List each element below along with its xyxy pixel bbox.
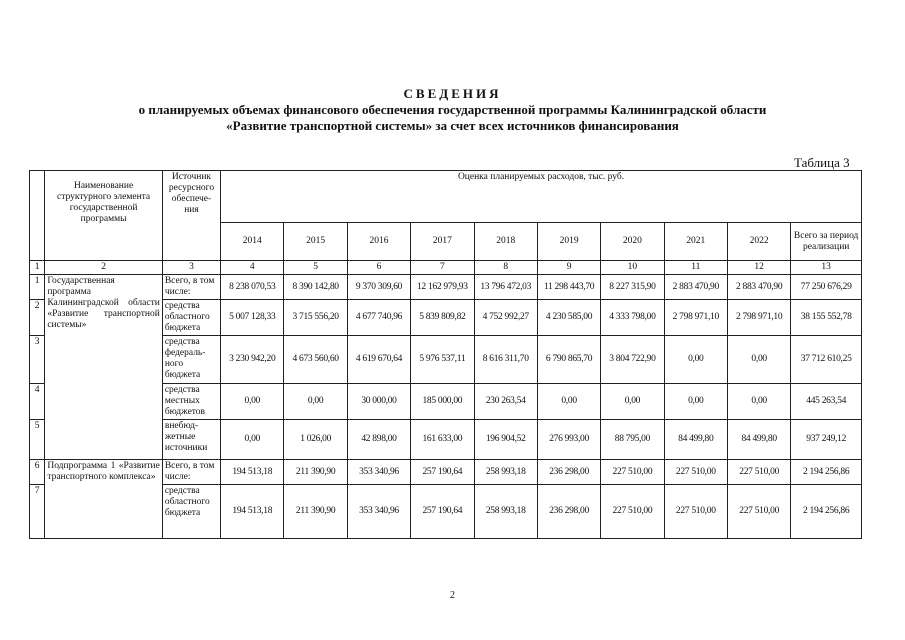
column-number-13: 13 — [791, 261, 862, 275]
row-number: 6 — [30, 460, 45, 485]
value-2016: 4 619 670,64 — [347, 336, 410, 384]
value-2016: 9 370 309,60 — [347, 275, 410, 300]
value-total: 2 194 256,86 — [791, 460, 862, 485]
value-2022: 2 883 470,90 — [727, 275, 790, 300]
value-2018: 196 904,52 — [474, 420, 537, 460]
value-2015: 1 026,00 — [284, 420, 347, 460]
value-2014: 8 238 070,53 — [221, 275, 284, 300]
funding-source: средства областного бюджета — [162, 485, 220, 539]
value-2014: 3 230 942,20 — [221, 336, 284, 384]
column-numbers-row — [30, 261, 862, 275]
structural-element-name: Государственная программа Калининградской области «Развитие транспортной системы» — [45, 275, 163, 460]
value-2018: 258 993,18 — [474, 460, 537, 485]
value-2017: 5 976 537,11 — [411, 336, 474, 384]
value-2017: 257 190,64 — [411, 460, 474, 485]
title-main: СВЕДЕНИЯ — [403, 86, 502, 101]
row-number: 3 — [30, 336, 45, 384]
value-2020: 227 510,00 — [601, 460, 664, 485]
column-number-12: 12 — [727, 261, 790, 275]
header-year-2016: 2016 — [347, 223, 410, 261]
column-number-4: 4 — [221, 261, 284, 275]
value-2014: 194 513,18 — [221, 485, 284, 539]
column-number-7: 7 — [411, 261, 474, 275]
value-2017: 257 190,64 — [411, 485, 474, 539]
value-2018: 258 993,18 — [474, 485, 537, 539]
value-total: 38 155 552,78 — [791, 300, 862, 336]
value-2015: 211 390,90 — [284, 460, 347, 485]
value-2019: 4 230 585,00 — [537, 300, 600, 336]
row-number: 4 — [30, 384, 45, 420]
value-2022: 0,00 — [727, 384, 790, 420]
financing-table — [29, 170, 862, 539]
title-line-2: «Развитие транспортной системы» за счет всех источников финансирования — [226, 118, 679, 133]
value-2017: 185 000,00 — [411, 384, 474, 420]
row-number: 5 — [30, 420, 45, 460]
value-2017: 12 162 979,93 — [411, 275, 474, 300]
column-number-11: 11 — [664, 261, 727, 275]
value-2018: 8 616 311,70 — [474, 336, 537, 384]
funding-source: Всего, в том числе: — [162, 460, 220, 485]
value-2014: 0,00 — [221, 384, 284, 420]
column-number-1: 1 — [30, 261, 45, 275]
table-row — [30, 275, 862, 300]
value-2022: 227 510,00 — [727, 485, 790, 539]
header-estimate: Оценка планируемых расходов, тыс. руб. — [221, 171, 862, 223]
header-year-2017: 2017 — [411, 223, 474, 261]
table-row — [30, 460, 862, 485]
value-2021: 2 883 470,90 — [664, 275, 727, 300]
value-2018: 230 263,54 — [474, 384, 537, 420]
column-number-6: 6 — [347, 261, 410, 275]
value-2021: 0,00 — [664, 384, 727, 420]
structural-element-name: Подпрограмма 1 «Развитие транспортного комплекса» — [45, 460, 163, 539]
header-year-2018: 2018 — [474, 223, 537, 261]
value-2015: 211 390,90 — [284, 485, 347, 539]
value-2015: 8 390 142,80 — [284, 275, 347, 300]
value-2018: 4 752 992,27 — [474, 300, 537, 336]
row-number: 2 — [30, 300, 45, 336]
value-total: 37 712 610,25 — [791, 336, 862, 384]
value-2019: 0,00 — [537, 384, 600, 420]
value-2021: 227 510,00 — [664, 485, 727, 539]
value-2020: 88 795,00 — [601, 420, 664, 460]
header-year-2015: 2015 — [284, 223, 347, 261]
value-2019: 276 993,00 — [537, 420, 600, 460]
value-2014: 5 007 128,33 — [221, 300, 284, 336]
funding-source: Всего, в том числе: — [162, 275, 220, 300]
value-2015: 0,00 — [284, 384, 347, 420]
table-body — [30, 275, 862, 539]
column-number-5: 5 — [284, 261, 347, 275]
value-2014: 194 513,18 — [221, 460, 284, 485]
value-2015: 4 673 560,60 — [284, 336, 347, 384]
value-2020: 3 804 722,90 — [601, 336, 664, 384]
value-2016: 4 677 740,96 — [347, 300, 410, 336]
value-2014: 0,00 — [221, 420, 284, 460]
page-number: 2 — [450, 590, 455, 601]
row-number: 7 — [30, 485, 45, 539]
header-row-top — [30, 171, 862, 223]
column-number-3: 3 — [162, 261, 220, 275]
column-number-9: 9 — [537, 261, 600, 275]
header-year-2022: 2022 — [727, 223, 790, 261]
value-2020: 8 227 315,90 — [601, 275, 664, 300]
value-2019: 11 298 443,70 — [537, 275, 600, 300]
column-number-2: 2 — [45, 261, 163, 275]
title-line-1: о планируемых объемах финансового обеспечения государственной программы Калининградской области — [138, 102, 767, 117]
header-year-2021: 2021 — [664, 223, 727, 261]
value-2022: 227 510,00 — [727, 460, 790, 485]
value-total: 937 249,12 — [791, 420, 862, 460]
value-total: 445 263,54 — [791, 384, 862, 420]
header-empty-cell — [30, 171, 45, 261]
value-2016: 353 340,96 — [347, 485, 410, 539]
column-number-8: 8 — [474, 261, 537, 275]
value-2020: 4 333 798,00 — [601, 300, 664, 336]
value-2017: 161 633,00 — [411, 420, 474, 460]
document-title — [0, 86, 905, 134]
value-2021: 227 510,00 — [664, 460, 727, 485]
funding-source: средства областного бюджета — [162, 300, 220, 336]
value-2021: 84 499,80 — [664, 420, 727, 460]
value-total: 2 194 256,86 — [791, 485, 862, 539]
header-total: Всего за период реализации — [791, 223, 862, 261]
value-2019: 236 298,00 — [537, 485, 600, 539]
value-2020: 227 510,00 — [601, 485, 664, 539]
table-label: Таблица 3 — [794, 155, 850, 170]
header-year-2020: 2020 — [601, 223, 664, 261]
column-number-10: 10 — [601, 261, 664, 275]
header-year-2014: 2014 — [221, 223, 284, 261]
funding-source: средства федераль-ного бюджета — [162, 336, 220, 384]
value-2019: 236 298,00 — [537, 460, 600, 485]
value-2019: 6 790 865,70 — [537, 336, 600, 384]
value-2016: 30 000,00 — [347, 384, 410, 420]
value-2016: 42 898,00 — [347, 420, 410, 460]
header-name: Наименование структурного элемента государственной программы — [45, 171, 163, 261]
funding-source: средства местных бюджетов — [162, 384, 220, 420]
value-2022: 84 499,80 — [727, 420, 790, 460]
value-2022: 0,00 — [727, 336, 790, 384]
funding-source: внебюд-жетные источники — [162, 420, 220, 460]
header-source: Источник ресурсного обеспече-ния — [162, 171, 220, 261]
value-2020: 0,00 — [601, 384, 664, 420]
value-2017: 5 839 809,82 — [411, 300, 474, 336]
value-total: 77 250 676,29 — [791, 275, 862, 300]
row-number: 1 — [30, 275, 45, 300]
value-2022: 2 798 971,10 — [727, 300, 790, 336]
value-2016: 353 340,96 — [347, 460, 410, 485]
value-2018: 13 796 472,03 — [474, 275, 537, 300]
value-2021: 0,00 — [664, 336, 727, 384]
value-2021: 2 798 971,10 — [664, 300, 727, 336]
value-2015: 3 715 556,20 — [284, 300, 347, 336]
header-year-2019: 2019 — [537, 223, 600, 261]
